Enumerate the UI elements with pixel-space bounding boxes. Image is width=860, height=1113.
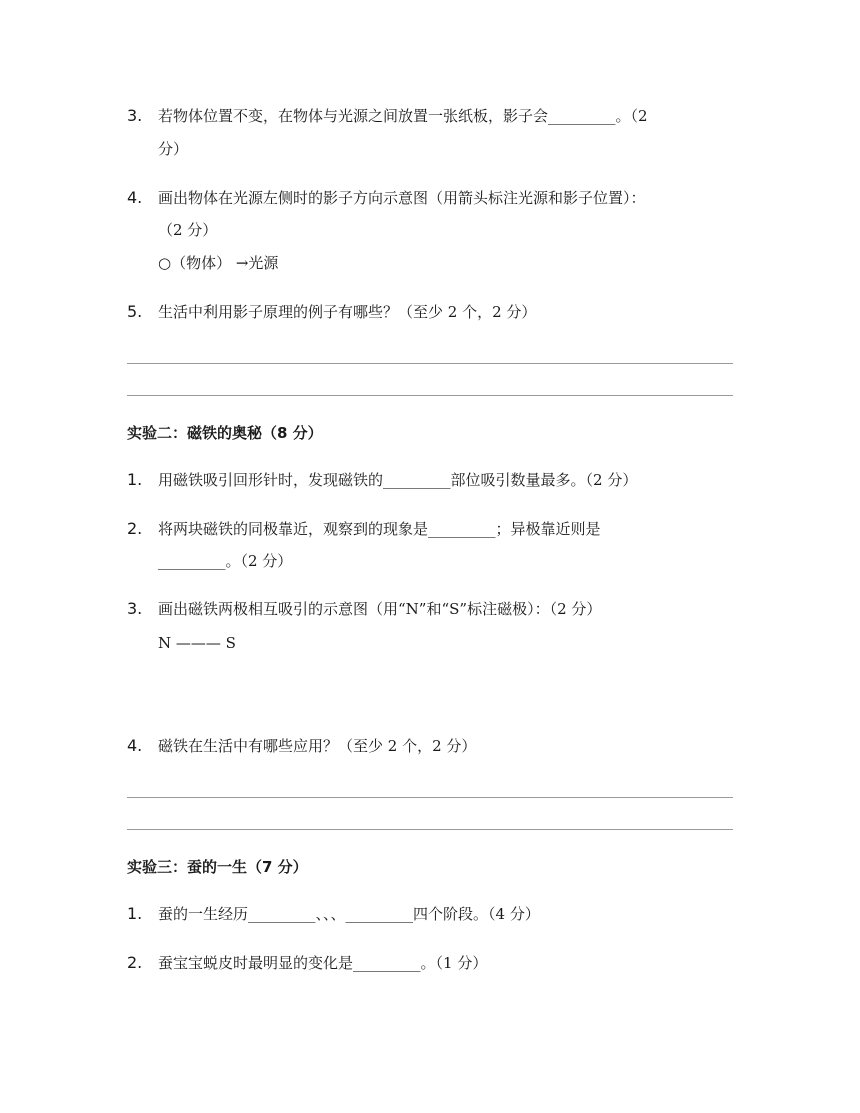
question-text: 蚕的一生经历_________、、、_________四个阶段。（4 分）	[158, 905, 540, 923]
question-text-continued: _________。（2 分）	[158, 552, 293, 570]
section-heading: 实验二：磁铁的奥秘（8 分）	[127, 424, 323, 442]
diagram-magnet-poles: N ——— S	[158, 634, 236, 652]
question-number: 1.	[127, 470, 143, 489]
question-text-continued: （2 分）	[158, 221, 218, 239]
question-text: 画出磁铁两极相互吸引的示意图（用“N”和“S”标注磁极）：（2 分）	[158, 600, 602, 618]
question-number: 3.	[127, 599, 143, 618]
question-number: 3.	[127, 106, 143, 125]
question-number: 4.	[127, 736, 143, 755]
answer-line	[127, 797, 733, 798]
question-text: 将两块磁铁的同极靠近，观察到的现象是_________；异极靠近则是	[158, 520, 601, 538]
question-text-continued: 分）	[158, 140, 189, 158]
question-number: 4.	[127, 188, 143, 207]
section-heading: 实验三：蚕的一生（7 分）	[127, 858, 308, 876]
question-text: 若物体位置不变，在物体与光源之间放置一张纸板，影子会_________。（2	[158, 107, 648, 125]
answer-line	[127, 395, 733, 396]
question-text: 用磁铁吸引回形针时，发现磁铁的_________部位吸引数量最多。（2 分）	[158, 471, 638, 489]
question-text: 生活中利用影子原理的例子有哪些？（至少 2 个，2 分）	[158, 303, 537, 321]
question-number: 2.	[127, 953, 143, 972]
question-text: 画出物体在光源左侧时的影子方向示意图（用箭头标注光源和影子位置）：	[158, 189, 646, 207]
question-text: 蚕宝宝蜕皮时最明显的变化是_________。（1 分）	[158, 954, 488, 972]
question-number: 2.	[127, 519, 143, 538]
question-text: 磁铁在生活中有哪些应用？（至少 2 个，2 分）	[158, 737, 477, 755]
answer-line	[127, 829, 733, 830]
answer-line	[127, 363, 733, 364]
question-number: 1.	[127, 904, 143, 923]
diagram-object-light: ○（物体） →光源	[158, 254, 279, 272]
question-number: 5.	[127, 302, 143, 321]
